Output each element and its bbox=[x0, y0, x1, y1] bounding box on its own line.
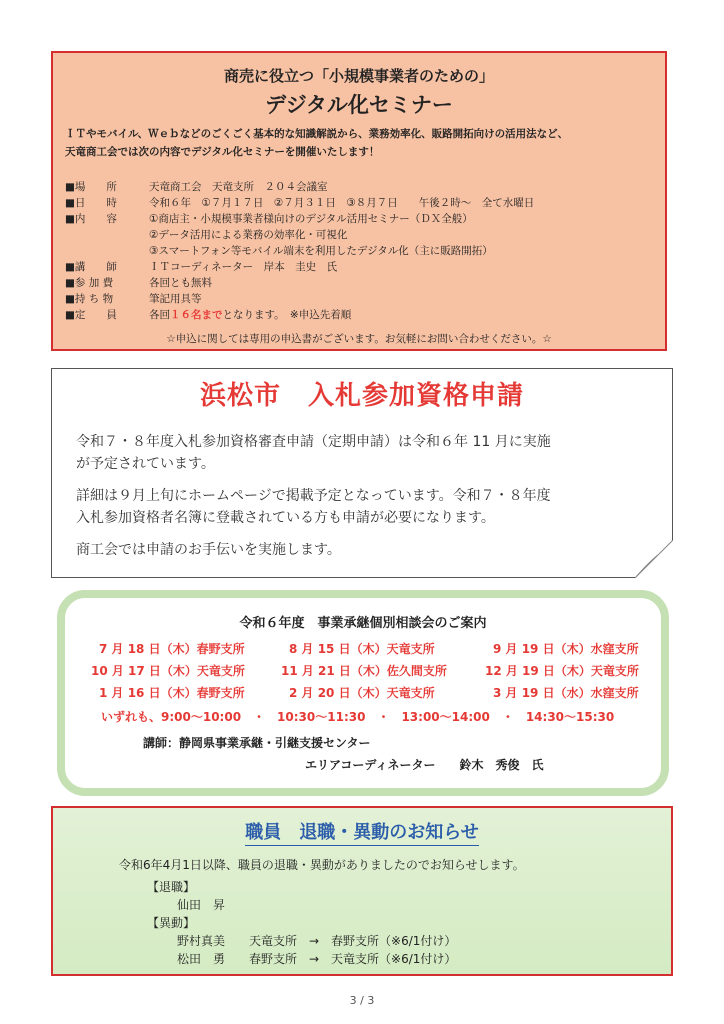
schedule-entry: 9 月 19 日（木）水窪支所 bbox=[493, 642, 639, 656]
bid-line: が予定されています。 bbox=[76, 456, 215, 472]
schedule-entry: 2 月 20 日（木）天竜支所 bbox=[289, 686, 435, 700]
seminar-place-row bbox=[65, 179, 328, 195]
seminar-lecturer-row bbox=[65, 259, 337, 275]
consultation-times: いずれも、9:00～10:00 ・ 10:30～11:30 ・ 13:00～14:00 ・ 14:30～15:30 bbox=[101, 710, 615, 724]
date-label: ■日 時 bbox=[65, 197, 117, 209]
seminar-date-row bbox=[65, 195, 534, 211]
consultation-lecturer-org: 講師：静岡県事業承継・引継支援センター bbox=[143, 736, 371, 750]
staff-title-text: 職員 退職・異動のお知らせ bbox=[245, 822, 478, 846]
bring-label: ■持 ち 物 bbox=[65, 293, 114, 305]
seminar-bring-row bbox=[65, 291, 202, 307]
bid-paragraph bbox=[76, 485, 666, 529]
capacity-label: ■定 員 bbox=[65, 309, 117, 321]
bid-paragraph bbox=[76, 431, 666, 475]
bid-line: 入札参加資格者名簿に登載されている方も申請が必要になります。 bbox=[76, 510, 495, 526]
bring-value: 筆記用具等 bbox=[149, 293, 202, 305]
bid-line: 詳細は９月上旬にホームページで掲載予定となっています。令和７・８年度 bbox=[76, 488, 551, 504]
consultation-title: 令和６年度 事業承継個別相談会のご案内 bbox=[239, 616, 487, 631]
seminar-capacity-row bbox=[65, 307, 351, 323]
schedule-entry: 11 月 21 日（木）佐久間支所 bbox=[281, 664, 447, 678]
staff-notice-box bbox=[51, 806, 673, 976]
staff-title bbox=[53, 818, 671, 844]
seminar-box bbox=[51, 51, 667, 351]
place-label: ■場 所 bbox=[65, 181, 117, 193]
place-value: 天竜商工会 天竜支所 ２０４会議室 bbox=[149, 181, 328, 193]
schedule-entry: 12 月 19 日（木）天竜支所 bbox=[485, 664, 639, 678]
lecturer-value: ＩＴコーディネーター 岸本 圭史 氏 bbox=[149, 261, 338, 273]
seminar-fee-row bbox=[65, 275, 212, 291]
bid-title: 浜松市 入札参加資格申請 bbox=[199, 381, 524, 411]
seminar-intro bbox=[65, 125, 657, 161]
bid-line: 令和７・８年度入札参加資格審査申請（定期申請）は令和６年 11 月に実施 bbox=[76, 434, 551, 450]
schedule-entry: 10 月 17 日（木）天竜支所 bbox=[91, 664, 245, 678]
seminar-intro-line: 天竜商工会では次の内容でデジタル化セミナーを開催いたします！ bbox=[65, 146, 380, 158]
seminar-title: デジタル化セミナー bbox=[265, 93, 453, 117]
lecturer-label: ■講 師 bbox=[65, 261, 117, 273]
retire-name: 仙田 昇 bbox=[177, 898, 226, 912]
seminar-note: ☆申込に関しては専用の申込書がございます。お気軽にお問い合わせください。☆ bbox=[166, 333, 552, 345]
fee-value: 各回とも無料 bbox=[149, 277, 212, 289]
capacity-post: となります。 ※申込先着順 bbox=[222, 309, 352, 321]
seminar-intro-line: ＩＴやモバイル、Ｗｅｂなどのごくごく基本的な知識解説から、業務効率化、販路開拓向けの活用法など、 bbox=[65, 128, 569, 140]
capacity-highlight: １６名まで bbox=[170, 309, 223, 321]
schedule-entry: 7 月 18 日（木）春野支所 bbox=[99, 642, 245, 656]
bid-paragraph bbox=[76, 539, 666, 561]
content-item: ③スマートフォン等モバイル端末を利用したデジタル化（主に販路開拓） bbox=[149, 245, 493, 257]
schedule-entry: 1 月 16 日（木）春野支所 bbox=[99, 686, 245, 700]
consultation-lecturer-name: エリアコーディネーター 鈴木 秀俊 氏 bbox=[305, 758, 544, 772]
seminar-content-row bbox=[65, 243, 493, 259]
page-curl-decoration bbox=[635, 540, 673, 578]
content-label: ■内 容 bbox=[65, 213, 117, 225]
bid-notice-box bbox=[51, 368, 673, 578]
bid-line: 商工会では申請のお手伝いを実施します。 bbox=[76, 542, 341, 558]
content-item: ②データ活用による業務の効率化・可視化 bbox=[149, 229, 348, 241]
page-number: 3 / 3 bbox=[349, 994, 375, 1007]
staff-intro: 令和6年4月1日以降、職員の退職・異動がありましたのでお知らせします。 bbox=[119, 858, 525, 872]
date-value: 令和６年 ①７月１７日 ②７月３１日 ③８月７日 午後２時～ 全て水曜日 bbox=[149, 197, 535, 209]
transfer-entry: 松田 勇 春野支所 → 天竜支所（※6/1付け） bbox=[177, 952, 457, 966]
fee-label: ■参 加 費 bbox=[65, 277, 114, 289]
transfer-entry: 野村真美 天竜支所 → 春野支所（※6/1付け） bbox=[177, 934, 457, 948]
schedule-entry: 8 月 15 日（木）天竜支所 bbox=[289, 642, 435, 656]
content-item: ①商店主・小規模事業者様向けのデジタル活用セミナー（ＤＸ全般） bbox=[149, 213, 473, 225]
seminar-content-row bbox=[65, 227, 347, 243]
transfer-label: 【異動】 bbox=[147, 916, 196, 930]
seminar-subtitle: 商売に役立つ「小規模事業者のための」 bbox=[223, 67, 494, 85]
schedule-entry: 3 月 19 日（水）水窪支所 bbox=[493, 686, 639, 700]
seminar-content-row bbox=[65, 211, 473, 227]
capacity-pre: 各回 bbox=[149, 309, 170, 321]
consultation-box bbox=[57, 590, 669, 796]
retire-label: 【退職】 bbox=[147, 880, 196, 894]
